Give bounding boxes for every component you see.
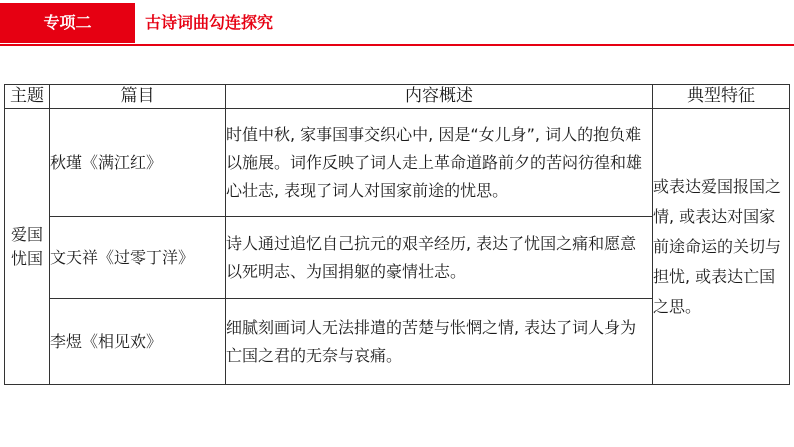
table-header-row	[5, 85, 790, 109]
theme-label: 爱国忧国	[10, 224, 43, 268]
theme-cell	[5, 109, 50, 385]
poem-title: 秋瑾《满江红》	[50, 109, 226, 217]
feature-cell: 或表达爱国报国之情, 或表达对国家前途命运的关切与担忧, 或表达亡国之思。	[653, 109, 790, 385]
header-feature: 典型特征	[653, 85, 790, 109]
comparison-table	[4, 84, 790, 385]
table-row	[5, 109, 790, 217]
header-summary: 内容概述	[226, 85, 653, 109]
header-divider	[0, 44, 794, 46]
header-theme: 主题	[5, 85, 50, 109]
page-title: 古诗词曲勾连探究	[145, 13, 274, 32]
header-bar	[0, 0, 794, 46]
poem-summary: 诗人通过追忆自己抗元的艰辛经历, 表达了忧国之痛和愿意以死明志、为国捐躯的豪情壮志。	[226, 217, 653, 299]
poem-title: 文天祥《过零丁洋》	[50, 217, 226, 299]
poem-summary: 时值中秋, 家事国事交织心中, 因是“女儿身”, 词人的抱负难以施展。词作反映了词人走上革命道路前夕的苦闷彷徨和雄心壮志, 表现了词人对国家前途的忧思。	[226, 109, 653, 217]
header-title: 篇目	[50, 85, 226, 109]
poem-summary: 细腻刻画词人无法排遣的苦楚与怅惘之情, 表达了词人身为亡国之君的无奈与哀痛。	[226, 299, 653, 385]
section-tag: 专项二	[0, 3, 135, 43]
poem-title: 李煜《相见欢》	[50, 299, 226, 385]
